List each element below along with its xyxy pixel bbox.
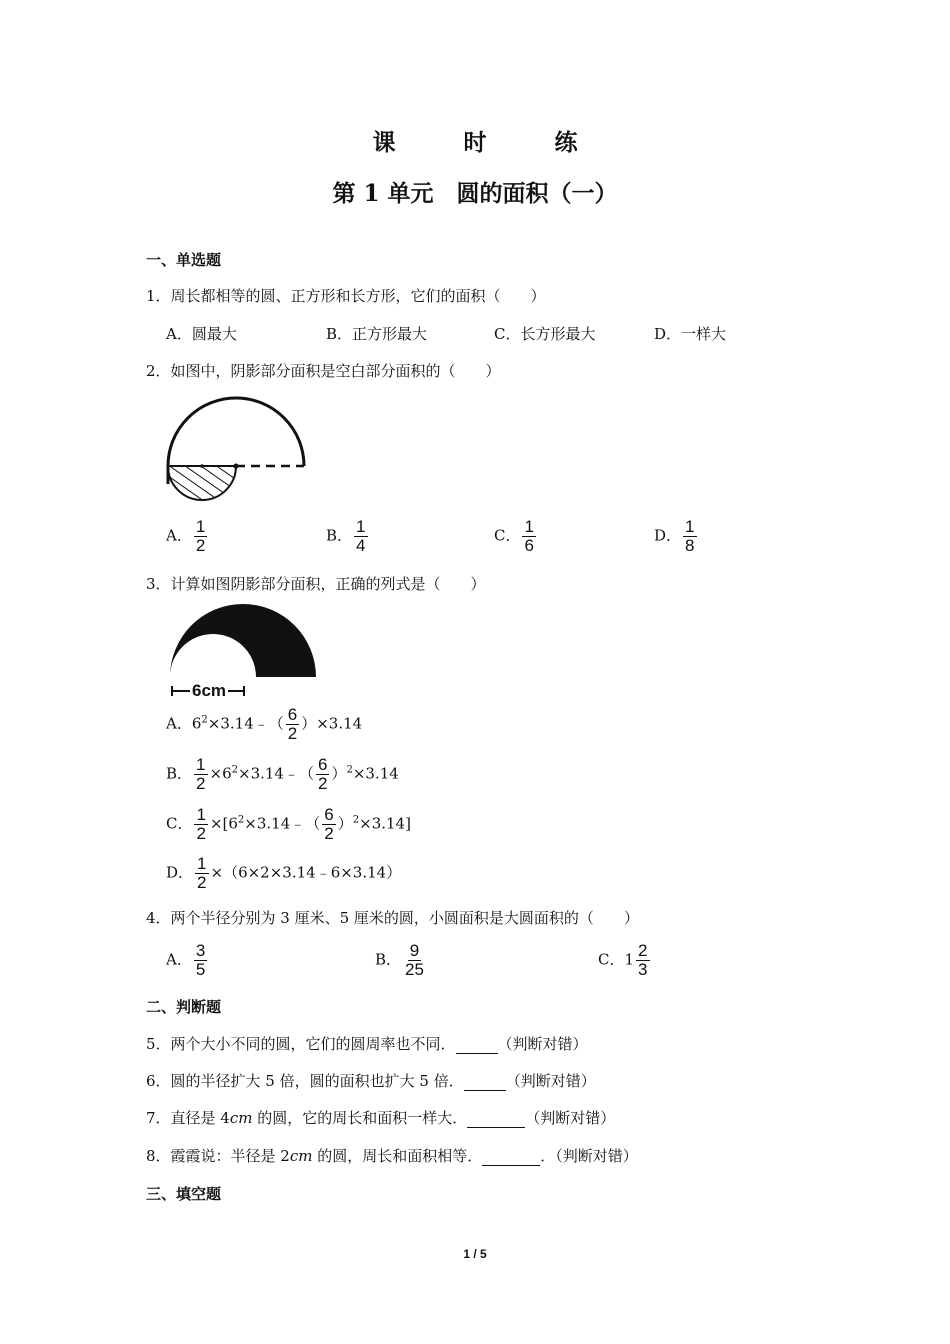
question-1: 1．周长都相等的圆、正方形和长方形，它们的面积（ ）	[146, 287, 546, 305]
answer-blank[interactable]	[456, 1039, 498, 1054]
q1-option-c: C．长方形最大	[494, 325, 596, 343]
fraction: $\frac{1}{4}$	[356, 517, 366, 555]
fraction: $\frac{1}{2}$	[196, 805, 206, 843]
q2-option-a: A． $\frac{1}{2}$	[166, 517, 206, 555]
question-2: 2．如图中，阴影部分面积是空白部分面积的（ ）	[146, 362, 501, 380]
question-5: 5．两个大小不同的圆，它们的圆周率也不同． （判断对错）	[146, 1035, 588, 1053]
answer-blank[interactable]	[464, 1076, 506, 1091]
fraction: $\frac{9}{25}$	[405, 941, 424, 979]
q3-option-c: C． $\frac{1}{2}$ $\times[6^2\times 3.14﹣$（ $\frac{6}{2}$ ）$^2$×3.14]	[166, 805, 411, 843]
question-6: 6．圆的半径扩大 5 倍，圆的面积也扩大 5 倍． （判断对错）	[146, 1072, 596, 1090]
fraction: $\frac{6}{2}$	[324, 805, 334, 843]
fraction: $\frac{1}{2}$	[195, 517, 206, 555]
q4-option-a: A． $\frac{3}{5}$	[166, 941, 206, 979]
q3-figure	[160, 602, 325, 700]
q3-option-d: D． $\frac{1}{2}$ ×（6×2×3.14﹣6×3.14）	[166, 854, 402, 892]
q3-figure-label: 6cm	[191, 681, 227, 700]
section-heading-true-false: 二、判断题	[146, 998, 222, 1016]
page-subtitle: 第 1 单元 圆的面积（一）	[332, 180, 618, 207]
q4-option-b: B． $\frac{9}{25}$	[375, 941, 424, 979]
fraction: $\frac{1}{2}$	[196, 755, 206, 793]
answer-blank[interactable]	[467, 1113, 525, 1128]
fraction: $\frac{6}{2}$	[287, 705, 298, 743]
section-heading-single-choice: 一、单选题	[146, 251, 222, 269]
fraction: $\frac{1}{8}$	[685, 517, 695, 555]
q2-option-c: C． $\frac{1}{6}$	[494, 517, 534, 555]
q1-option-b: B．正方形最大	[326, 325, 428, 343]
q1-option-a: A．圆最大	[166, 325, 237, 343]
page-number: 1 / 5	[463, 1247, 487, 1261]
question-8: 8．霞霞说：半径是 2cm 的圆，周长和面积相等． ．（判断对错）	[146, 1147, 638, 1165]
fraction: $\frac{3}{5}$	[195, 941, 206, 979]
page-title: 课 时 练	[372, 129, 608, 156]
question-7: 7．直径是 4cm 的圆，它的周长和面积一样大． （判断对错）	[146, 1109, 616, 1127]
q4-option-c: C．1 $\frac{2}{3}$	[598, 941, 648, 979]
fraction: $\frac{1}{6}$	[524, 517, 534, 555]
section-heading-fill-blank: 三、填空题	[146, 1185, 222, 1203]
fraction: $\frac{1}{2}$	[197, 854, 207, 892]
q2-option-b: B． $\frac{1}{4}$	[326, 517, 366, 555]
q3-option-a: A．$6^2\times 3.14﹣$（ $\frac{6}{2}$ ）×3.14	[166, 705, 363, 743]
question-4: 4．两个半径分别为 3 厘米、5 厘米的圆，小圆面积是大圆面积的（ ）	[146, 909, 639, 927]
question-3: 3．计算如图阴影部分面积，正确的列式是（ ）	[146, 575, 486, 593]
q2-figure	[160, 394, 315, 509]
fraction: $\frac{6}{2}$	[317, 755, 328, 793]
answer-blank[interactable]	[482, 1151, 540, 1166]
fraction: $\frac{2}{3}$	[638, 941, 648, 979]
q1-option-d: D．一样大	[654, 325, 727, 343]
q2-option-d: D． $\frac{1}{8}$	[654, 517, 695, 555]
q3-option-b: B． $\frac{1}{2}$ $\times 6^2\times 3.14﹣$（ $\frac{6}{2}$ ）$^2$×3.14	[166, 755, 399, 793]
